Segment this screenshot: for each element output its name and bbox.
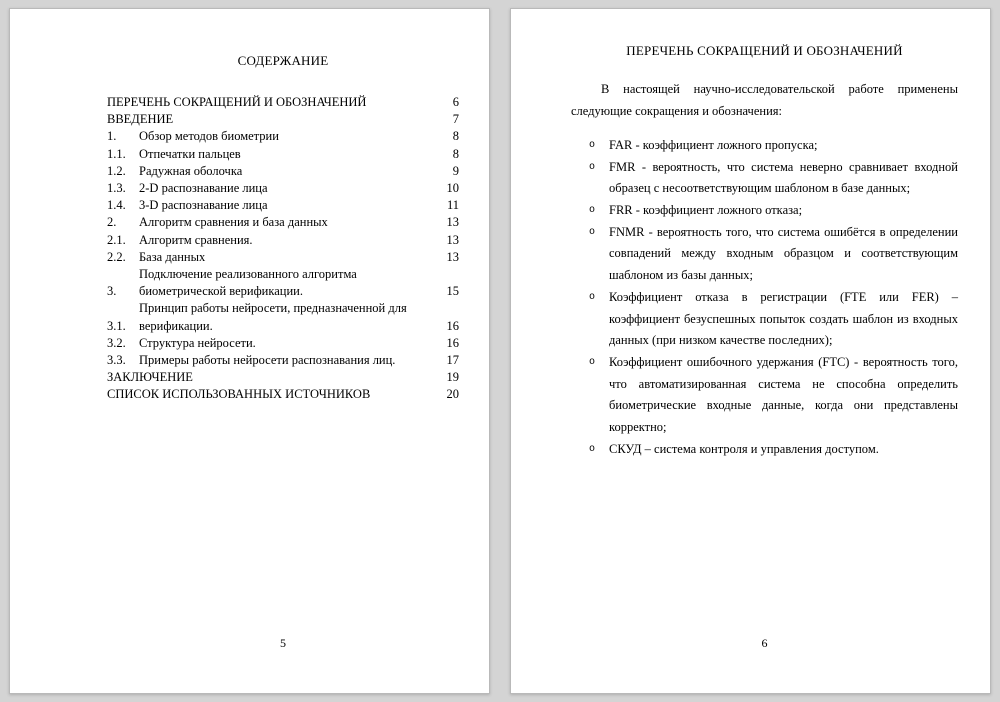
toc-entry-label: 2-D распознавание лица <box>139 181 268 196</box>
toc-entry-label: Структура нейросети. <box>139 335 256 350</box>
toc-entry-label: База данных <box>139 249 206 264</box>
toc-entry-number: 1.2. <box>107 163 126 178</box>
toc-entry-page: 19 <box>446 370 459 385</box>
toc-entry-number: 1.1. <box>107 146 126 161</box>
toc-entry <box>107 111 459 128</box>
abbreviations-list <box>571 135 958 461</box>
list-item <box>589 287 958 352</box>
list-item-text: FAR - коэффициент ложного пропуска; <box>609 137 818 152</box>
bullet-marker: o <box>589 291 596 303</box>
toc-entry-label: Обзор методов биометрии <box>139 129 279 144</box>
toc-entry-label: Принцип работы нейросети, предназначенной для верификации. <box>139 301 407 333</box>
toc-entry <box>107 352 459 369</box>
toc-entry-page: 13 <box>446 249 459 264</box>
toc-entry-number: 3.3. <box>107 353 126 368</box>
list-item-text: FMR - вероятность, что система неверно сравнивает входной образец с несоответствующим шаблоном в базе данных; <box>609 159 958 196</box>
toc-entry-page: 7 <box>452 112 459 127</box>
toc-entry-page: 10 <box>446 181 459 196</box>
list-item <box>589 135 958 157</box>
toc-entry-page: 9 <box>452 163 459 178</box>
toc-entry <box>107 369 459 386</box>
list-item-text: СКУД – система контроля и управления доступом. <box>609 441 879 456</box>
toc-entry-number: 2.2. <box>107 249 126 264</box>
page-5-content <box>10 9 489 404</box>
toc-entry-page: 13 <box>446 232 459 247</box>
list-item-text: FNMR - вероятность того, что система ошибётся в определении совпадений между входным образцом и соответствующим шаблоном из базы данных; <box>609 224 958 283</box>
bullet-marker: o <box>589 443 596 455</box>
toc-entry-page: 16 <box>446 318 459 333</box>
list-item <box>589 439 958 461</box>
toc-entry-label: ВВЕДЕНИЕ <box>107 112 174 127</box>
toc-entry-number: 3. <box>107 284 117 299</box>
toc-entry <box>107 128 459 145</box>
page-number: 5 <box>280 636 286 650</box>
toc-entry-label: СПИСОК ИСПОЛЬЗОВАННЫХ ИСТОЧНИКОВ <box>107 387 371 402</box>
toc-entry <box>107 249 459 266</box>
toc-entry-number: 3.2. <box>107 335 126 350</box>
toc-entry <box>107 335 459 352</box>
page-number: 6 <box>761 636 768 650</box>
page-6-content <box>511 9 990 460</box>
toc-entry <box>107 214 459 231</box>
toc-entry-number: 1.3. <box>107 181 126 196</box>
toc-entry <box>107 94 459 111</box>
toc-entry-label: Отпечатки пальцев <box>139 146 241 161</box>
toc-entry-page: 15 <box>446 284 459 299</box>
toc-entry-page: 11 <box>446 198 459 213</box>
toc-entry <box>107 386 459 403</box>
bullet-marker: o <box>589 205 596 217</box>
toc-entry <box>107 266 459 300</box>
toc-entry-page: 6 <box>452 95 459 109</box>
toc-entry-page: 8 <box>452 129 459 144</box>
toc-entry <box>107 146 459 163</box>
abbreviations-intro: В настоящей научно-исследовательской работе применены следующие сокращения и обозначения: <box>571 82 958 118</box>
toc-entry-label: 3-D распознавание лица <box>139 198 268 213</box>
toc-entry-label: Примеры работы нейросети распознавания лиц. <box>139 353 396 368</box>
toc-entry-label: Алгоритм сравнения и база данных <box>139 215 328 230</box>
list-item <box>589 200 958 222</box>
toc-entry <box>107 197 459 214</box>
toc-entry-page: 8 <box>452 146 459 161</box>
toc-entry-label: ПЕРЕЧЕНЬ СОКРАЩЕНИЙ И ОБОЗНАЧЕНИЙ <box>107 95 367 109</box>
list-item <box>589 352 958 439</box>
toc-entry-number: 1. <box>107 129 117 144</box>
page-5 <box>9 8 490 694</box>
toc-entry-number: 2. <box>107 215 117 230</box>
bullet-marker: o <box>589 139 596 151</box>
toc-entry-label: ЗАКЛЮЧЕНИЕ <box>107 370 193 385</box>
toc-entry-number: 1.4. <box>107 198 126 213</box>
toc-entry-label: Подключение реализованного алгоритма биометрической верификации. <box>139 267 357 299</box>
bullet-marker: o <box>589 161 596 173</box>
toc-title: СОДЕРЖАНИЕ <box>237 53 329 68</box>
toc-entry <box>107 180 459 197</box>
toc-entry <box>107 300 459 334</box>
toc-entry-number: 3.1. <box>107 318 126 333</box>
list-item <box>589 157 958 200</box>
toc-entry-number: 2.1. <box>107 232 126 247</box>
list-item-text: Коэффициент отказа в регистрации (FTE или FER) – коэффициент безуспешных попыток создать шаблон из входных данных (при низком качестве последних); <box>609 289 958 348</box>
bullet-marker: o <box>589 356 596 368</box>
toc-entry-label: Радужная оболочка <box>139 163 243 178</box>
list-item-text: Коэффициент ошибочного удержания (FTC) - вероятность того, что автоматизированная система не способна определить биометрические входные данные, когда они представлены корректно; <box>609 354 958 435</box>
list-item <box>589 222 958 287</box>
toc-entry-page: 13 <box>446 215 459 230</box>
toc-list <box>107 94 459 404</box>
toc-entry-page: 20 <box>446 387 459 402</box>
toc-entry <box>107 232 459 249</box>
toc-entry-page: 16 <box>446 335 459 350</box>
abbreviations-title: ПЕРЕЧЕНЬ СОКРАЩЕНИЙ И ОБОЗНАЧЕНИЙ <box>626 43 903 58</box>
page-6 <box>510 8 991 694</box>
toc-entry <box>107 163 459 180</box>
list-item-text: FRR - коэффициент ложного отказа; <box>609 203 803 218</box>
toc-entry-label: Алгоритм сравнения. <box>139 232 253 247</box>
toc-entry-page: 17 <box>446 353 459 368</box>
bullet-marker: o <box>589 226 596 238</box>
